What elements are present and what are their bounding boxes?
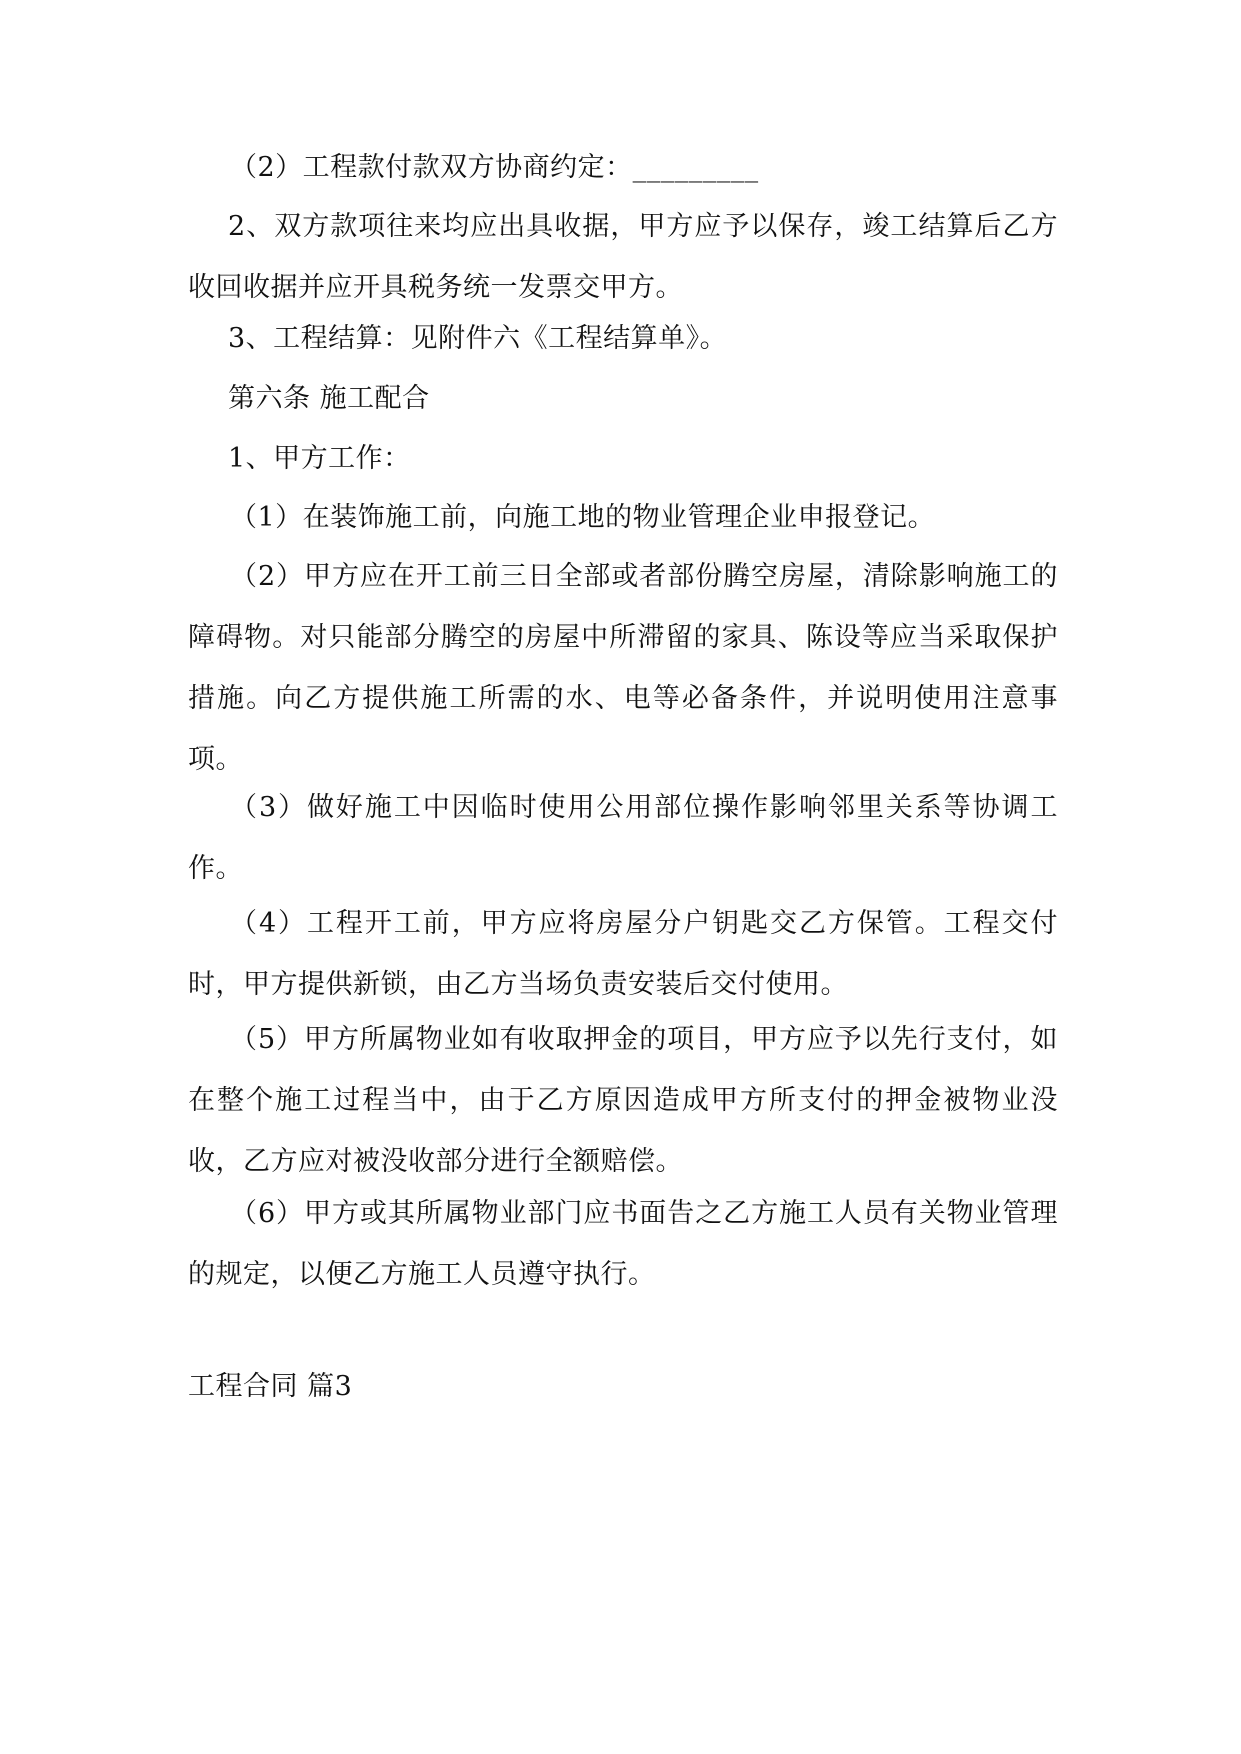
paragraph-item-2: （2）甲方应在开工前三日全部或者部份腾空房屋，清除影响施工的障碍物。对只能部分腾空的房屋中所滞留的家具、陈设等应当采取保护措施。向乙方提供施工所需的水、电等必备条件，并说明使用注意事项。 — [188, 561, 1058, 775]
paragraph-item-1: （1）在装饰施工前，向施工地的物业管理企业申报登记。 — [230, 502, 936, 533]
paragraph-item-6: （6）甲方或其所属物业部门应书面告之乙方施工人员有关物业管理的规定，以便乙方施工人员遵守执行。 — [188, 1198, 1058, 1290]
paragraph-settlement: 3、工程结算：见附件六《工程结算单》。 — [228, 323, 728, 354]
article-heading: 第六条 施工配合 — [228, 383, 430, 414]
paragraph-receipts: 2、双方款项往来均应出具收据，甲方应予以保存，竣工结算后乙方收回收据并应开具税务统一发票交甲方。 — [188, 211, 1058, 303]
section-heading: 工程合同 篇3 — [188, 1371, 353, 1402]
paragraph-payment-agreement: （2）工程款付款双方协商约定：_________ — [230, 152, 759, 183]
paragraph-party-a-work: 1、甲方工作： — [228, 443, 411, 474]
paragraph-item-4: （4）工程开工前，甲方应将房屋分户钥匙交乙方保管。工程交付时，甲方提供新锁，由乙方当场负责安装后交付使用。 — [188, 908, 1058, 1000]
paragraph-item-3: （3）做好施工中因临时使用公用部位操作影响邻里关系等协调工作。 — [188, 792, 1058, 884]
paragraph-item-5: （5）甲方所属物业如有收取押金的项目，甲方应予以先行支付，如在整个施工过程当中，由于乙方原因造成甲方所支付的押金被物业没收，乙方应对被没收部分进行全额赔偿。 — [188, 1024, 1058, 1177]
